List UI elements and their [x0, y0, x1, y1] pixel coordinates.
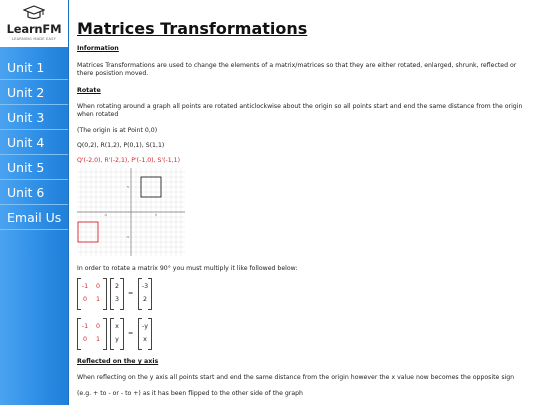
- rotation-graph: [77, 168, 185, 256]
- result-matrix-1: [138, 278, 152, 308]
- matrix-cell: 2: [114, 283, 119, 290]
- matrix-cell: -y: [142, 323, 148, 330]
- matrix-cell: -1: [81, 323, 89, 330]
- logo-title: LearnFM: [6, 22, 62, 36]
- nav-unit-2[interactable]: Unit 2: [0, 81, 68, 105]
- information-heading: Information: [77, 45, 119, 52]
- logo[interactable]: [0, 0, 68, 47]
- nav-unit-3[interactable]: Unit 3: [0, 106, 68, 130]
- matrix-cell: 3: [114, 296, 119, 303]
- matrix-cell: 2: [142, 296, 147, 303]
- information-text: Matrices Transformations are used to change the elements of a matrix/matrices so that they are either rotated, enlarged, shrunk, reflected or there posistion moved.: [77, 62, 517, 78]
- rotate-text: When rotating around a graph all points are rotated anticlockwise about the origin so all points start and end the same distance from the origin when rotated: [77, 103, 523, 119]
- matrix-cell: 1: [95, 336, 100, 343]
- y-tick-label: 5: [127, 185, 129, 189]
- x-tick-label: 5: [155, 213, 157, 217]
- origin-note: (The origin is at Point 0,0): [77, 127, 158, 134]
- matrix-cell: x: [115, 323, 119, 330]
- equals-sign: =: [128, 290, 134, 297]
- nav-unit-5[interactable]: Unit 5: [0, 156, 68, 180]
- matrix-cell: 0: [82, 296, 87, 303]
- nav-unit-1[interactable]: Unit 1: [0, 56, 68, 80]
- matrix-cell: 0: [95, 283, 100, 290]
- equals-sign: =: [128, 330, 134, 337]
- matrix-cell: -1: [81, 283, 89, 290]
- result-matrix-2: [138, 318, 152, 348]
- matrix-cell: x: [143, 336, 147, 343]
- rotation-matrix-1: [77, 278, 107, 308]
- rotate-instruction: In order to rotate a matrix 90° you must multiply it like followed below:: [77, 265, 298, 272]
- vector-matrix-1: [110, 278, 124, 308]
- main-content: [77, 0, 532, 405]
- page-title: Matrices Transformations: [77, 19, 308, 38]
- y-tick-label: -5: [126, 235, 129, 239]
- nav-unit-6[interactable]: Unit 6: [0, 181, 68, 205]
- vector-matrix-2: [110, 318, 124, 348]
- nav-unit-4[interactable]: Unit 4: [0, 131, 68, 155]
- matrix-cell: 0: [82, 336, 87, 343]
- matrix-cell: 0: [95, 323, 100, 330]
- rotation-matrix-2: [77, 318, 107, 348]
- nav-email-us[interactable]: Email Us: [0, 206, 68, 230]
- reflect-text: When reflecting on the y axis all points start and end the same distance from the origin however the x value now becomes the opposite sign: [77, 374, 515, 381]
- rotated-points: Q'(-2,0), R'(-2,1), P'(-1,0), S'(-1,1): [77, 157, 181, 164]
- reflect-example: (e.g. + to - or - to +) as it has been flipped to the other side of the graph: [77, 390, 303, 397]
- reflect-heading: Reflected on the y axis: [77, 358, 159, 365]
- matrix-cell: -3: [141, 283, 149, 290]
- x-tick-label: -5: [104, 213, 107, 217]
- matrix-cell: 1: [95, 296, 100, 303]
- sidebar: [0, 0, 69, 405]
- graduation-cap-icon: [23, 5, 45, 21]
- matrix-cell: y: [115, 336, 119, 343]
- original-points: Q(0,2), R(1,2), P(0,1), S(1,1): [77, 142, 165, 149]
- rotate-heading: Rotate: [77, 87, 101, 94]
- logo-tagline: LEARNING MADE EASY: [11, 37, 57, 41]
